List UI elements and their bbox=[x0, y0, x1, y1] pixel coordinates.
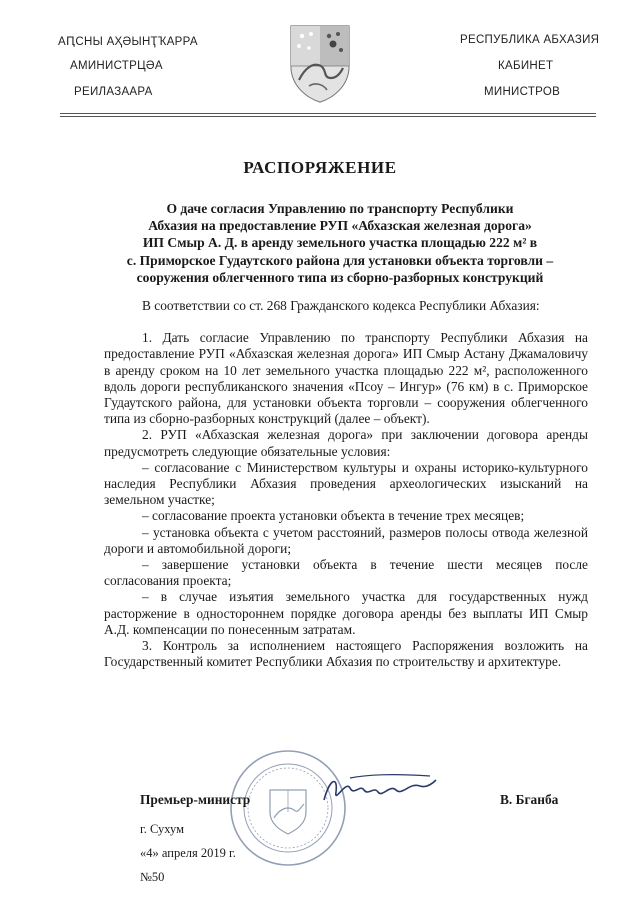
clause-3: 3. Контроль за исполнением настоящего Распоряжения возложить на Государственный комитет Республики Абхазия по строительству и архитектуре. bbox=[104, 638, 588, 670]
header-left-line-1: АԤСНЫ АҲӘЫНҬҠАРРА bbox=[58, 36, 198, 48]
document-number: №50 bbox=[140, 870, 165, 884]
header-right-line-3: МИНИСТРОВ bbox=[484, 86, 561, 98]
subject-line: Абхазия на предоставление РУП «Абхазская железная дорога» bbox=[148, 218, 532, 234]
signatory-name: В. Бганба bbox=[500, 792, 559, 807]
signatory-title: Премьер-министр bbox=[140, 792, 251, 807]
condition-item: – согласование проекта установки объекта в течение трех месяцев; bbox=[142, 508, 525, 524]
header-left-line-3: РЕИЛАЗААРА bbox=[74, 86, 153, 98]
document-title: РАСПОРЯЖЕНИЕ bbox=[243, 158, 397, 177]
header-divider-bottom bbox=[60, 116, 596, 117]
header-divider-top bbox=[60, 113, 596, 114]
header-right-line-1: РЕСПУБЛИКА АБХАЗИЯ bbox=[460, 34, 600, 46]
condition-item: – в случае изъятия земельного участка для государственных нужд расторжение в одностороннем порядке договора аренды без выплаты ИП Смыр А.Д. компенсации по понесенным затратам. bbox=[104, 589, 588, 637]
subject-line: О даче согласия Управлению по транспорту Республики bbox=[166, 201, 514, 216]
header-left-line-2: АМИНИСТРЦӘА bbox=[70, 60, 163, 72]
subject-line: ИП Смыр А. Д. в аренду земельного участка площадью 222 м² в bbox=[142, 235, 538, 251]
clause-1: 1. Дать согласие Управлению по транспорту Республики Абхазия на предоставление РУП «Абхазская железная дорога» ИП Смыр Астану Джамаловичу в аренду сроком на 10 лет земельного участка площадью 222 м², расположенного вдоль дороги республиканского значения «Псоу – Ингур» (76 км) в с. Приморское Гудаутского района, для установки объекта торговли – сооружения облегченного типа из сборно-разборных конструкций (далее – объект). bbox=[104, 330, 588, 427]
document-body bbox=[104, 298, 588, 670]
condition-item: – установка объекта с учетом расстояний, размеров полосы отвода железной дороги и автомобильной дороги; bbox=[104, 524, 588, 556]
handwritten-signature bbox=[320, 770, 440, 810]
document-city: г. Сухум bbox=[140, 822, 185, 836]
subject-line: с. Приморское Гудаутского района для установки объекта торговли – bbox=[126, 252, 554, 268]
coat-of-arms-icon bbox=[287, 22, 353, 104]
condition-item: – согласование с Министерством культуры и охраны историко-культурного наследия Республики Абхазия проведения археологических изысканий на земельном участке; bbox=[104, 459, 588, 508]
document-date: «4» апреля 2019 г. bbox=[140, 846, 236, 860]
condition-item: – завершение установки объекта в течение шести месяцев после согласования проекта; bbox=[104, 557, 588, 589]
header-right-line-2: КАБИНЕТ bbox=[498, 60, 554, 72]
subject-line: сооружения облегченного типа из сборно-разборных конструкций bbox=[136, 269, 544, 285]
clause-2: 2. РУП «Абхазская железная дорога» при заключении договора аренды предусмотреть следующие обязательные условия: bbox=[104, 427, 588, 459]
document-subject bbox=[100, 200, 580, 286]
preamble-paragraph: В соответствии со ст. 268 Гражданского кодекса Республики Абхазия: bbox=[142, 298, 540, 313]
